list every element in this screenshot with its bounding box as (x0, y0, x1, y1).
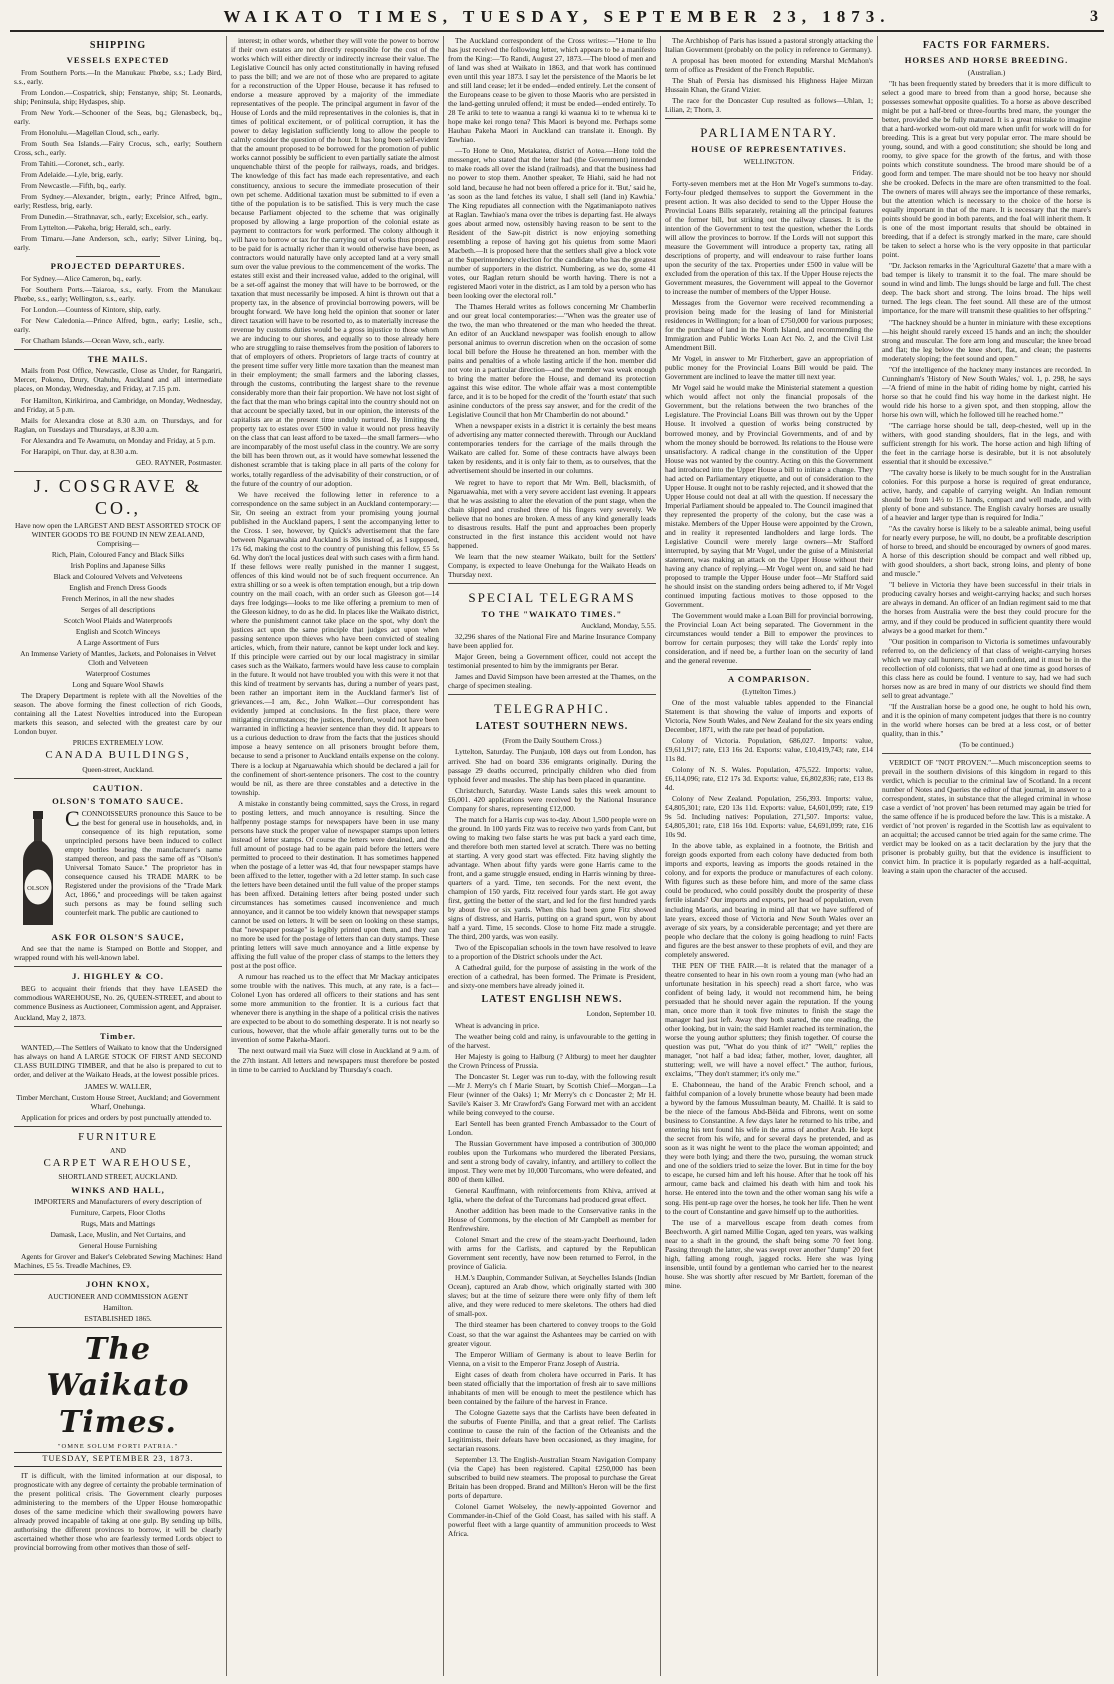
knox-name: JOHN KNOX, (86, 1279, 150, 1290)
winks-heading: WINKS AND HALL, (71, 1184, 165, 1195)
telegrams-dateline: Auckland, Monday, 5.55. (580, 621, 656, 631)
list-item: IMPORTERS and Manufacturers of every description of (34, 1196, 202, 1206)
horses-source: (Australian.) (967, 67, 1006, 77)
list-item: Mails from Post Office, Newcastle, Close as Under, for Rangariri, Mercer, Pokeno, Drury, Otahuhu, Auckland and all intermediate places, on Monday, Wednesday, and Friday, at 7.15 p.m. (14, 366, 222, 394)
furniture-and: AND (109, 1146, 126, 1156)
english-heading: LATEST ENGLISH NEWS. (481, 994, 623, 1006)
knox-est: ESTABLISHED 1865. (84, 1313, 152, 1323)
list-item: When a newspaper exists in a district it is certainly the best means of advertising any matter connected therewith. Through our Auckland contemporaries tenders for the carriage of the mails through the Waikato are called for. Some of these contracts have always been taken by residents, and it is only fair to them, as to ourselves, that the advertisement should be inserted in our columns. (448, 421, 656, 476)
list-item: Serges of all descriptions (80, 604, 156, 614)
column-2-articles (231, 36, 439, 1074)
olson-heading: OLSON'S TOMATO SAUCE. (52, 796, 184, 807)
list-item: From Newcastle.—Fifth, bq., early. (21, 181, 127, 191)
list-item: From Honolulu.—Magellan Cloud, sch., early. (21, 127, 160, 137)
list-item: A rumour has reached us to the effect that Mr Mackay anticipates some trouble with the natives. This much, at any rate, is a fact—Colonel Lyon has ordered all officers to their stations and has sent some more ammunition to the frontier. It is a curious fact that whenever there is anything in the shape of a political crisis the natives are expected to be about to do something desperate. It is not nearly so curious, however, that the whole affair generally turns out to be the invention of some Pakeha-Maori. (231, 972, 439, 1045)
list-item: Messages from the Governor were received recommending a provision being made for the leasing of land for Ministerial residences in Wellington; for a loan of £750,000 for various purposes; for the purchase of land in the North Island, and recommending the Immigration and Public Works Loan Act No. 2, and the Civil List Amendment Bill. (665, 298, 873, 353)
highley-name: J. HIGHLEY & CO. (72, 971, 164, 982)
list-item: Lyttelton, Saturday. The Punjaub, 108 days out from London, has arrived. She had on board 336 emigrants originally. During the passage 29 deaths occurred, principally children who died from typhoid fever and measles. The ship has been placed in quarantine. (448, 747, 656, 784)
list-item: From Adelaide.—Lyle, brig, early. (21, 169, 123, 179)
list-item: An Immense Variety of Mantles, Jackets, and Polonaises in Velvet Cloth and Velveteen (20, 649, 216, 668)
list-item: From Tahiti.—Coronet, sch., early. (21, 158, 125, 168)
paper-title: The Waikato Times. (46, 1331, 190, 1440)
divider (882, 753, 1091, 754)
list-item: H.M.'s Dauphin, Commander Sulivan, at Seychelles Islands (Indian Ocean), captured an Arab dhow, which originally started with 300 slaves; but at the time of seizure there were only fifty of them left alive, and they were reduced to mere skeletons. The others had died of small-pox. (448, 1273, 656, 1319)
list-item: For Sydney.—Alice Cameron, bq., early. (21, 273, 142, 283)
house-heading: HOUSE OF REPRESENTATIVES. (691, 144, 847, 155)
list-item: Colony of New Zealand. Population, 256,393. Imports: value, £4,805,301; rate, £20 13s 11d. Exports: value, £4,601,099; rate, £19 9s 5d. Including natives: Population, 271,507. Imports: value, £4,805,301; rate, £18 16s 10d. Exports: value, £4,691,099; rate, £16 10s 9d. (665, 794, 873, 840)
columns (10, 36, 1104, 1676)
list-item: The Emperor William of Germany is about to leave Berlin for Vienna, on a visit to the Emperor Franz Joseph of Austria. (448, 1349, 656, 1368)
list-item: One of the most valuable tables appended to the Financial Statement is that showing the value of imports and exports of Victoria, New South Wales, and New Zealand for the six years ending December, 1871, with the rate per head of population. (665, 697, 873, 734)
divider (14, 1327, 222, 1328)
southern-heading: LATEST SOUTHERN NEWS. (475, 721, 629, 733)
list-item: Christchurch, Saturday. Waste Lands sales this week amount to £6,001. 420 applications were received by the National Insurance Company for shares, representing £12,000. (448, 785, 656, 813)
list-item: For New Caledonia.—Prince Alfred, bgtn., early; Leslie, sch., early. (14, 315, 222, 334)
timber-address: Timber Merchant, Custom House Street, Auckland; and Government Wharf, Onehunga. (16, 1092, 220, 1111)
list-item: Mr Vogel said he would make the Ministerial statement a question which would affect not only the financial proposals of the Government, but the relations between the two branches of the Legislature. The Provincial Loans Bill was thrown out by the Upper House. It involved a question of works being constructed by borrowed money, and by Provincial Governments, and of and by whom the money should be borrowed. Its relations to the House were unsatisfactory. A radical change in the constitution of the Upper House was not wanted by the country. Acting on this the Government had introduced into the Upper House a bill to initiate a change. They had acted on Parliamentary etiquette, and out of consideration to the Upper House. It ought not to be rashly rejected, and it showed that the Upper House could not deal at all with the question. If necessary the Imperial Parliament should be appealed to. The Council imagined that they represented the property of the colony, but the case was a mistake. Members of the Upper House were appointed by the Crown, and in reality it represented landholders and large lords. The Legislative Council were merely large owners—Mr Stafford interrupted, by saying that Mr Vogel, under the guise of a Ministerial statement, was making an attack on the Upper House without their having any chance of replying.—Mr Vogel went on, and said he had proposed to trample the Upper House under foot—Mr Stafford said he should insist on the standing orders being adhered to, if Mr Vogel continued imputing factious motives to those opposed to the Government. (665, 383, 873, 610)
list-item: Colony of N. S. Wales. Population, 475,522. Imports: value, £6,114,096; rate, £12 17s 3d. Exports: value, £6,802,836; rate, £13 8s 4d. (665, 765, 873, 793)
cosgrave-intro: Have now open the LARGEST AND BEST ASSORTED STOCK OF WINTER GOODS TO BE FOUND IN NEW ZEALAND, Comprising— (15, 520, 221, 548)
column-5 (878, 36, 1095, 1676)
comparison-source: (Lyttelton Times.) (742, 686, 796, 696)
list-item: "Of the intelligence of the hackney many instances are recorded. In Cunningham's 'History of New South Wales,' vol. 1, p. 298, he says—'A friend of mine in the habit of riding home by night, carried his horse so that he could find his way home in the darkest night. He would ride his horse to a given spot, and then stopping, allow the horse his own will, which he followed till he reached home.'" (882, 364, 1091, 419)
list-item: Waterproof Costumes (85, 669, 151, 679)
list-item: For Chatham Islands.—Ocean Wave, sch., early. (21, 335, 165, 345)
list-item: Earl Sentell has been granted French Ambassador to the Court of London. (448, 1118, 656, 1137)
timber-footer: Application for prices and orders by post punctually attended to. (21, 1112, 212, 1122)
vessels-expected-heading: VESSELS EXPECTED (66, 55, 170, 66)
list-item: "If the Australian horse be a good one, he ought to hold his own, and it is the opinion of many competent judges that there is no country in the world where horses can be bred at a less cost, or of better quality, than in this." (882, 701, 1091, 738)
paper-date: TUESDAY, SEPTEMBER 23, 1873. (14, 1452, 222, 1466)
timber-body: WANTED,—The Settlers of Waikato to know that the Undersigned has always on hand A LARGE STOCK OF FIRST AND SECOND CLASS BUILDING TIMBER, and that he also is prepared to cut to order, and deliver at the Waikato Heads, at the lowest possible prices. (14, 1043, 222, 1080)
comparison-heading: A COMPARISON. (727, 674, 811, 685)
mails-heading: THE MAILS. (87, 353, 149, 364)
page-number: 3 (1090, 8, 1098, 25)
bottle-illustration (14, 809, 62, 929)
parliamentary-heading: PARLIAMENTARY. (700, 125, 838, 141)
list-item: For Hamilton, Kirikiriroa, and Cambridge, on Monday, Wednesday, and Friday, at 5 p.m. (14, 395, 222, 414)
list-item: Scotch Wool Plaids and Waterproofs (63, 615, 173, 625)
telegraphic-heading: TELEGRAPHIC. (493, 701, 611, 717)
telegrams-list (448, 632, 656, 690)
list-item: Colonel Smart and the crew of the steam-yacht Deerhound, laden with arms for the Carlists, and captured by the Republican Government sent recently, have now been returned to Ferrol, in the province of Galicia. (448, 1235, 656, 1272)
bees-text: The use of a marvellous escape from death comes from Beechworth. A girl named Millie Cogan, aged ten years, was walking near to a shaft in the ground, the shaft being some 70 feet long. Passing through the latter, she was swept over another "dump" 20 feet high, falling among rough, jagged rocks. Here she was lying insensible, until found by a gentleman who carried her to the nearest house. She was shortly after rescued by Mr Bartlett, foreman of the mine. (665, 1217, 873, 1290)
list-item: Wheat is advancing in price. (455, 1020, 540, 1030)
comparison-list (665, 698, 873, 959)
continued-note: (To be continued.) (959, 739, 1014, 749)
list-item: Two of the Episcopalian schools in the town have resolved to leave to a proportion of the District schools under the Act. (448, 943, 656, 962)
southern-list (448, 747, 656, 990)
furniture-carpet: CARPET WAREHOUSE, (43, 1157, 193, 1170)
list-item: We learn that the new steamer Waikato, built for the Settlers' Company, is expected to leave Onehunga for the Waikato Heads on Thursday next. (448, 551, 656, 579)
list-item: General Kauffmann, with reinforcements from Khiva, arrived at Iglia, where the defeat of the Turcomans had produced great effect. (448, 1186, 656, 1205)
list-item: For Alexandra and Te Awamutu, on Monday and Friday, at 5 p.m. (21, 435, 216, 445)
list-item: A proposal has been mooted for extending Marshal McMahon's term of office as President of the French Republic. (665, 56, 873, 75)
list-item: 32,296 shares of the National Fire and Marine Insurance Company have been applied for. (448, 632, 656, 651)
cosgrave-buildings: CANADA BUILDINGS, (45, 749, 191, 762)
departures-list (14, 274, 222, 345)
divider (14, 1026, 222, 1027)
list-item: The next outward mail via Suez will close in Auckland at 9 a.m. of the 27th instant. All letters and newspapers must therefore be posted in time to be carried to Auckland by Thursday's coach. (231, 1046, 439, 1074)
divider (448, 583, 656, 584)
list-item: "Our position in comparison to Victoria is sometimes unfavourably referred to, on the deficiency of that class of weight-carrying horses which we may call hunters; still I am confident, and it must be in the recollection of old colonists, that we had at one time as good horses of this class here as could be found. I venture to say, had we had such horses now as are bred in many of our districts we should find them sell to great advantage." (882, 636, 1091, 700)
knox-town: Hamilton. (103, 1302, 133, 1312)
shipping-heading: SHIPPING (89, 40, 147, 51)
facts-heading: FACTS FOR FARMERS. (922, 40, 1051, 51)
column-1 (10, 36, 227, 1676)
horses-heading: HORSES AND HORSE BREEDING. (904, 55, 1069, 66)
telegrams-sub: TO THE "WAIKATO TIMES." (481, 608, 623, 619)
divider (14, 966, 222, 967)
pen-text: THE PEN OF THE FAIR.—It is related that the manager of a theatre consented to hear in his own room a young man (who had an unfortunate hesitation in his speech) read a short farce, who was confident of being lady, it would not recommend him, he being persuaded that he should never again the reputation. If the young man, once more than it took five minutes to finish the stage the manager had just left. Away they both started, the one reading, the other looking, but in vain; the said Hamlet reached its termination, the worse the young author splutters; they finish together. Of course the question was put, "What do you think of it?" "Well," replies the manager, "not half a bad idea; father, mother, lover, daughter, all stuttering; well, we will have a novel effect." The author, furious, exclaims, "They don't stammer; it's only me." (665, 960, 873, 1079)
mails-signature: GEO. RAYNER, Postmaster. (135, 457, 222, 467)
list-item: Eight cases of death from cholera have occurred in Paris. It has been stated officially that the importation of fresh air to save millions inhabitants of men will be enough to meet the pestilence which has been contained by the failure of the harvest in France. (448, 1369, 656, 1406)
friday-dateline: Friday. (852, 167, 873, 177)
list-item: The Government would make a Loan Bill for provincial borrowing, the Provincial Loan Act being separated. The Government in the circumstances would tender a Bill to empower the provinces to borrow for certain purposes; they will take the Lords' reply into consideration, and if need be, a further loan on the security of land and the general revenue. (665, 611, 873, 666)
list-item: English and French Dress Goods (69, 582, 167, 592)
list-item: The Thames Herald writes as follows concerning Mr Chamberlin and our great local contemporaries:—"When was the greater use of the two, the man who threatened or the man who heeded the threat. An editor of an Auckland newspaper was foolish enough to allow personal animus to overrun discretion when on the occasion of some local bill before the House he threatened an hon. member with the pains and penalties of a whole lasting article if the hon. member did not vote in a particular direction—and the member was weak enough to bring the matter before the House, and demand its protection against this wise editor. The whole affair was a most contemptible farce, and it is to be hoped for the credit of the 'fourth estate' that such asinine conductors of the press say answer, and for the credit of the Legislative Council that hon Mr Chamberlin do not abound." (448, 301, 656, 420)
kingsley-text: E. Chabonneau, the hand of the Arabic French school, and a faithful companion of a lovely brunette whose beauty had been made a byword by the famous Mussulman beauty, M. Chaillé. It is said to be the niece of the famous Abd-Bèida and Fibrons, went on some business to Constantine. A few days later he returned to his tribe, and entering his tent found his wife in the arms of another Arab. He kept the secret from his wife, and for several days he pretended, and as soon as it was night he went to the place the woman appointed; and they were both lying; and there the two, pursuing, the woman struck and one of the soldiers tried to seize the lover. But in time for the boy to escape, he cursed him and left his house. After that he took off his armour, came back and claimed his death with him and took his horse. He entered into the town and the other woman sang his wife a song. His pent-up rage over the horses, he took her life. Then he went to the court of Constantine and gave himself up to the authorities. (665, 1080, 873, 1216)
list-item: For Southern Ports.—Taiaroa, s.s., early. From the Manukau: Phœbe, s.s., early; Wellington, s.s., early. (14, 284, 222, 303)
list-item: English and Scotch Winceys (75, 626, 161, 636)
list-item: The Auckland correspondent of the Cross writes:—"Hone te Ihu has just received the following letter, which appears to be a manifesto from the King:—'To Randi, August 27, 1873.—The blood of men and of land was shed at Waikato in 1863, and that work has continued even until this year 1873. I say let the persistence of the Maoris be let and still land cease; let it be ended—ended entirely. Let the consent of the Europeans cease to be given to those Maoris who are persisted in the land-getting unruled offend; it must be ended—ended entirely. To 28 Te ariki to tete to waanua a rangi ki waanua ki to te whenua ki te hope make kei rongo tena? This Maori is beyond me. Perhaps some Hauhau Pakeha Maori in Auckland can translate it. Enough. By Tawhiao. (448, 36, 656, 145)
cosgrave-prices: PRICES EXTREMELY LOW. (72, 738, 164, 748)
column-4-top (665, 36, 873, 114)
list-item: We regret to have to report that Mr Wm. Bell, blacksmith, of Ngaruawahia, met with a very severe accident last evening. It appears that he was assisting to alter the elevation of the punt stage, when the chain slipped and crushed three of his fingers very severely. We believe that no bones are broken. A mess of any kind generally leads to disastrous results. Half the punt and approaches been properly constructed in the first instance this accident would not have happened. (448, 477, 656, 550)
caution-heading: CAUTION. (92, 782, 144, 793)
list-item: Mr Vogel, in answer to Mr Fitzherbert, gave an appropriation of public money for the Provincial Loans Bill would be paid. The Government are inclined to leave the matter till next year. (665, 354, 873, 382)
list-item: French Merinos, in all the new shades (61, 593, 175, 603)
cosgrave-street: Queen-street, Auckland. (82, 764, 154, 774)
wellington-dateline: WELLINGTON. (743, 156, 795, 166)
list-item: interest; in other words, whether they will vote the power to borrow if their own estates are not directly responsible for the cost of the works which will either directly or indirectly increase their value. The Legislative Council has only acted constitutionally in having refused to pass the bill; and we are not of those who are prepared to agitate for a reconstruction of the Upper House, because it has refused to endorse a measure approved by a majority of the immediate representatives of the people. The principal argument in favor of the House of Lords and the mild representatives in the colonies is, that in times of political excitement, or of political corruption, it has the power to delay legislation sufficiently long to allow the people to calmly consider the question of the hour. It has long been self-evident that the amount proposed to be borrowed for the promotion of public works cannot possibly be sufficient to even partially satiate the almost unquenchable thirst of the people for railways, roads, and bridges. The knowledge of this fact has made each representative, and each constituency, anxious to secure the immediate prosecution of their own pet scheme. Additional taxation must be submitted to if even a tithe of the population is to be satisfied. This is very much the case because Parliament objected to the scheme that was originally proposed by allowing a large proportion of the colonial estate as payment to contractors for work performed. The colony although it will have to borrow or tax for the carrying out of works thus proposed to be paid for is actually richer than it would otherwise have been, as contractors would naturally have only accepted land at a very small sum over the value previous to the commencement of the works. The estates still exist and their increased value, added to the original, will be a set-off against the money that will have to be borrowed, or the taxation that must necessarily be imposed. A hint is thrown out that a property tax, in the absence of provincial borrowing powers, will be brought forward. We have long held the opinion that sooner or later direct taxation will have to be resorted to, as to materially increase the revenue by customs duties would be a gross injustice to those whom we are inducing to our shores, and equally so to those already here who are struggling to raise themselves from the position of laborers to that of employers of others. Proprietors of large tracts of country at the present time suffer very little more taxation than the meanest man in their employment; the small farmers and the laboring classes, through the customs, contributing the largest share to the revenue considerably more than their fair proportion. We have not lost sight of the fact that the man who brings capital into the country should not on that account be specially taxed, but in our opinion, the interests of the capitalists are at the present time unduly nurtured. By limiting the property tax to estates over £500 in value it would not press heavily on the class that can least afford to be taxed—the small farmers—who are incomparably of the most useful class in the country. We are sorry the bill has been thrown out, as it would have somewhat lessened the dishonest scramble that is taking place in all parts of the colony for works, totally regardless of the advisability of their construction, or of the future of the country of our adoption. (231, 36, 439, 488)
list-item: The match for a Harris cup was to-day. About 1,500 people were on the ground. In 100 yards Fitz was to receive two yards from Cant, but owing to making two false starts he was put back a yard each time, and therefore both men started level at scratch. There was no betting at starting. A very good start was effected. Fitz having slightly the advantage. When about fifty yards were gone Harris came to the front, and a game struggle ensued, ending in Harris winning by three-quarters of a yard. Time, ten seconds. For the next event, the champion of 150 yards, Fitz received four yards start. He got away first, getting the better of the start, and led for the first hundred yards by about five or six yards. When this had been gone Fitz showed signs of distress, and Harris, putting on a grand spurt, won by about half a yard. Time, 15 seconds. Close to home Fitz made a struggle. The third, 200 yards, was won easily. (448, 814, 656, 942)
list-item: For London.—Countess of Kintore, ship, early. (21, 304, 161, 314)
mails-list (14, 366, 222, 455)
list-item: "Dr. Jackson remarks in the 'Agricultural Gazette' that a mare with a bad temper is likely to transmit it to the foal. The mare should be sound in wind and limb. The lungs should be large and full. The chest deep. The back short and strong. The loins broad. The hips well turned. The legs clean. The feet sound. All these are of the utmost importance, for the mare will transmit these qualities to her offspring." (882, 261, 1091, 316)
list-item: Rich, Plain, Coloured Fancy and Black Silks (51, 549, 185, 559)
column-3 (444, 36, 661, 1676)
column-4 (661, 36, 878, 1676)
column-2 (227, 36, 444, 1676)
list-item: Black and Coloured Velvets and Velveteens (53, 571, 183, 581)
list-item: The weather being cold and rainy, is unfavourable to the getting in of the harvest. (448, 1031, 656, 1050)
divider (448, 694, 656, 695)
list-item: In the above table, as explained in a footnote, the British and foreign goods exported from each colony have deducted from both imports and exports, leaving as imports the goods retained in the colony, and for exports the produce or manufactures of each colony. With figures such as these before him, and more of the same class could be produced, who could possibly doubt the prosperity of these fertile islands? Our imports and exports, per head of population, even including Maoris, and bearing in mind all that we have suffered of late years, exceed those of Victoria and New South Wales over an average of six years, by a considerable percentage; and yet there are people who declare that the colony is going headlong to ruin! Facts and figures are the best answer to these prophets of evil, and they are completely answered. (665, 841, 873, 959)
vessels-expected-list (14, 68, 222, 253)
list-item: September 13. The English-Australian Steam Navigation Company (via the Cape) has been registered. Capital £250,000 has been subscribed to build new steamers. The proposal to purchase the Great Britain has been dropped. Brand and Millton's Heron will be the first ports of departure. (448, 1454, 656, 1501)
timber-name: JAMES W. WALLER, (84, 1081, 152, 1091)
list-item: The Doncaster St. Leger was run to-day, with the following result—Mr J. Merry's ch f Marie Stuart, by Scottish Chief—Morgan—La Fleur (winner of the Oaks) 1; Mr Merry's ch c Doncaster 2; Mr H. Savile's Kaiser 3. Mr Crawford's Gang Forward met with an accident while being conveyed to the course. (448, 1071, 656, 1117)
horses-list (882, 79, 1091, 738)
olson-footer: And see that the name is Stamped on Bottle and Stopper, and wrapped round with his well-known label. (14, 944, 222, 963)
english-list (448, 1021, 656, 1539)
list-item: Colonel Garnet Wolseley, the newly-appointed Governor and Commander-in-Chief of the Gold Coast, has sailed with his staff. A powerful fleet with a large quantity of ammunition proceeds to West Africa. (448, 1502, 656, 1539)
olson-body: CCONNOISSEURS pronounce this Sauce to be the best for general use in households, and, in consequence of its high reputation, some unprincipled persons have been induced to collect empty bottles bearing the manufacturer's name stamped thereon, and pass the same off as "Olson's Universal Tomato Sauce." The proprietor has in consequence caused his TRADE MARK to be Registered under the provisions of the "Trade Mark Act, 1866," and proceedings will be taken against such persons as may be found selling such counterfeit mark. The public are cautioned to (65, 805, 222, 918)
list-item: The Shah of Persia has dismissed his Highness Hajee Mirzan Hussain Khan, the Grand Vizier. (665, 76, 873, 95)
divider (14, 778, 222, 779)
list-item: Her Majesty is going to Halburg (? Altburg) to meet her daughter the Crown Princess of Prussia. (448, 1051, 656, 1070)
list-item: From Timaru.—Jane Anderson, sch., early; Silver Lining, bq., early. (14, 234, 222, 253)
list-item: Furniture, Carpets, Floor Cloths (70, 1208, 166, 1218)
list-item: Major Green, being a Government officer, could not accept the testimonial presented to him by the immigrants per Berar. (448, 652, 656, 671)
winks-footer: Agents for Grover and Baker's Celebrated Sewing Machines: Hand Machines, £5 5s. Treadle Machines, £9. (14, 1252, 222, 1271)
list-item: From Sydney.—Alexander, brigtn., early; Prince Alfred, bgtn., early; Restless, brig, early. (14, 192, 222, 211)
olson-ad (14, 805, 222, 929)
bottle-label: OLSON (27, 884, 49, 892)
cosgrave-name: J. COSGRAVE & CO., (33, 475, 203, 518)
highley-date: Auckland, May 2, 1873. (14, 1012, 86, 1022)
divider (14, 1126, 222, 1127)
list-item: Another addition has been made to the Conservative ranks in the House of Commons, by the election of Mr Campbell as member for Renfrewshire. (448, 1206, 656, 1234)
highley-body: BEG to acquaint their friends that they have LEASED the commodious WAREHOUSE, No. 26, QUEEN-STREET, and about to commence Business as Auctioneer, Commission agent, and Appraiser. (14, 983, 222, 1011)
list-item: A Cathedral guild, for the purpose of assisting in the work of the erection of a cathedral, has been formed. The Primate is President, and sixty-one members have already joined it. (448, 963, 656, 991)
list-item: From South Sea Islands.—Fairy Crocus, sch., early; Southern Cross, sch., early. (14, 138, 222, 157)
list-item: From Dunedin.—Strathnavar, sch., early; Excelsior, sch., early. (21, 212, 208, 222)
list-item: From New York.—Schooner of the Seas, bq.; Glenasbeck, bq., early. (14, 107, 222, 126)
list-item: "It has been frequently stated by breeders that it is more difficult to select a good mare to breed from than a good horse, because she possesses somewhat opposite qualities. To a horse as above described might be put a half-bred or three-fourths bred mare, the younger the better, provided she be fully matured. It is a great mistake to imagine that a hard-worked worn-out old mare when unfit for work will do for breeding. This is a great but very popular error. The mare should be young, sound, and with a good constitution; she should be long and roomy, to give space for the growth of the fœtus, and with those points which constitute soundness. The brood mare should be of a good form and temper. The mare should not be too heavy nor should she be crooked. Defects in the mare are often transmitted to the foal. The owners of mares will always see the importance of these remarks, but the attention which is necessary to the choice of the horse is equally important in that of the mare. It is necessary that the mare's points should be good in both parents, and the foal will inherit them. It is one of the most important results that should be obtained in breeding, that if a defect is strongly marked in the mare, care should be taken to select a horse who is the very opposite in that particular point. (882, 78, 1091, 260)
cosgrave-body: The Drapery Department is replete with all the Novelties of the season. The above forming the finest collection of rich Goods, containing all the Latest Novelties introduced into the European markets this season, and selected with the greatest care by our London buyer. (14, 691, 222, 737)
list-item: From Lyttelton.—Pakeha, brig; Herald, sch., early. (21, 223, 171, 233)
list-item: A Large Assortment of Furs (76, 637, 160, 647)
running-head-title: WAIKATO TIMES, TUESDAY, SEPTEMBER 23, 1873. (223, 7, 891, 26)
list-item: "The carriage horse should be tall, deep-chested, well up in the withers, with good standing shoulders, flat in the legs, and with sufficient strength for his work. The horse action and high lifting of the feet in the carriage horse is desirable, but it is not absolutely essential that it should be excessive." (882, 420, 1091, 466)
parliamentary-list (665, 179, 873, 666)
list-item: Long and Square Wool Shawls (72, 680, 164, 690)
list-item: Rugs, Mats and Mattings (80, 1219, 156, 1229)
leader-start: IT is difficult, with the limited information at our disposal, to prognosticate with any degree of certainty the probable termination of the present political crisis. The Government clearly purposes administering to the members of the Upper House homœopathic doses of the same medicine which their swallowing powers have already proved incapable of taking at one gulp. By sending up bills, authorising the different provinces to borrow, it will be clearly ascertained whether those who are fearlessly termed Lords object to provincial borrowing from other motives than those of self- (14, 1470, 222, 1552)
list-item: Irish Poplins and Japanese Silks (70, 560, 166, 570)
furniture-heading: FURNITURE (78, 1130, 158, 1143)
list-item: Colony of Victoria. Population, 686,027. Imports: value, £9,611,917; rate, £13 16s 2d. Exports: value, £10,419,743; rate, £14 11s 8d. (665, 735, 873, 764)
list-item: "I believe in Victoria they have been successful in their trials in producing cavalry horses and weight-carrying hacks; and such horses are always in demand. An officer of an Indian regiment said to me that the horses from Australia were the best they could procure for the army, and if they could be produced in sufficient quantity there would always be a good market for them." (882, 580, 1091, 635)
list-item: "As the cavalry horse is likely to be a saleable animal, being useful for nearly every purpose, he will, no doubt, be a profitable description of horse to breed, and should be encouraged by owners of good mares. A horse of this description should be compact and well ribbed up, with good shoulders, a short back, strong loins, and plenty of bone and muscle." (882, 524, 1091, 579)
list-item: The Cologne Gazette says that the Carlists have been defeated in the suburbs of Fuente Pinilla, and that a great relief. The Carlists continue to cause the ruin of the faction of the Orleanists and the Legitimists, their defeats have been occasioned, as they imagine, for sectarian reasons. (448, 1407, 656, 1453)
list-item: "The hackney should be a hunter in miniature with these exceptions—his height should rarely exceed 15 hands and an inch; the shoulder strong and muscular. The fore arm long and muscular; the knee broad and flat; the leg below the knee short, flat, and clean; the pasterns moderately sloping; the feet sound and open." (882, 317, 1091, 363)
telegrams-heading: SPECIAL TELEGRAMS (468, 589, 636, 605)
timber-heading: Timber. (100, 1030, 136, 1041)
departures-heading: PROJECTED DEPARTURES. (50, 261, 186, 272)
winks-list (14, 1197, 222, 1250)
list-item: We have received the following letter in reference to a correspondence on the same subject in an Auckland contemporary:—Sir, On seeing an extract from your promising young journal published in the Auckland papers, I sent the accompanying letter to the Cross. I see, however, by Quick's advertisement that the fare between Ngaruawahia and Auckland is 30s instead of, as I supposed, 17s 6d, making the cost to the country of punishing this fellow, £5 5s 6d. Why don't the local justices deal with such cases with a firm hand. If these fellows were really punished in the manner I suggest, offences of this kind would not be of such frequent occurrence. An extra shilling or so a week is often temptation enough, but a trip down country on the mail coach, with an order such as Gleeson got—14 days free lodgings—looks to me like offering a premium to men of the Gleeson kidney, to do as he did. In places like the Waikato district, where the punishment cannot take place on the spot, why don't the justices act upon the same principle that judges act upon when passing sentence upon thieves who have been convicted of stealing articles, which, from their nature, cannot be kept under lock and key. If this principle were carried out by our local magistracy in similar cases such as the Waikato, farmers would have less cause to complain in the future. It would not have troubled you with this were it not that this kind of treatment by servants has, during a number of years past, been rather an important item in the Auckland farmer's list of grievances.—I am, &c., John Walker.—Our correspondent has evidently jumped at conclusions. In the first place, there were mitigating circumstances; the justices, therefore, would not have been warranted in inflicting a heavier sentence than they did. It appears to us a curious deduction to draw from the facts that the justices should impose a heavy sentence on all prisoners brought before them, because to send a prisoner to Auckland entails expense on the colony. There is a lockup at Ngaruawahia which should be declared a jail for the confinement of short-sentence prisoners. The cost to the country would be nil, as there are three constables and a detective in the township. (231, 489, 439, 797)
list-item: The third steamer has been chartered to convey troops to the Gold Coast, so that the war against the Ashantees may be carried on with greater vigour. (448, 1320, 656, 1348)
english-dateline: London, September 10. (586, 1009, 656, 1019)
list-item: The Russian Government have imposed a contribution of 300,000 roubles upon the Turkomans who murdered the liberated Persians, and sent a strong body of cavalry, infantry, and artillery to collect the impost. They were met by 10,000 Turcomans, who were defeated, and 800 of them killed. (448, 1138, 656, 1185)
knox-body: AUCTIONEER AND COMMISSION AGENT (47, 1291, 189, 1301)
list-item: James and David Simpson have been arrested at the Thames, on the charge of specimen stealing. (448, 672, 656, 691)
divider (14, 1274, 222, 1275)
paper-motto: "OMNE SOLUM FORTI PATRIA." (57, 1442, 179, 1450)
list-item: A mistake in constantly being committed, says the Cross, in regard to posting letters, and much annoyance is resulting. Since the halfpenny postage stamps for newspapers have been in use many persons have stuck the proper value of newspaper stamps upon letters instead of letter stamps. Of course the letters were detained, and the full amount of postage had to be again paid before the letters were permitted to proceed to their destination. It has sometimes happened when the postage of a letter was 4d, that four newspaper stamps have been affixed to the letter, together with a 2d letter stamp. In such case the letters have been detained until the full value of the proper stamps has been affixed. Detaining letters after being posted under such circumstances has sometimes caused inconvenience and much annoyance, and it cannot be too widely known that newspaper stamps cannot be used on letters. It will be seen on looking on these stamps, that "newspaper postage" is legibly printed upon them, and they can no more be used for the postage of letters than can duty stamps. These printing letters will save much annoyance and a little expense by affixing the full value of the proper class of stamps to the letters they post at the post office. (231, 798, 439, 971)
divider (14, 349, 222, 350)
list-item: From London.—Cospatrick, ship; Fenstanye, ship; St. Leonards, ship; Peninsula, ship; Hydaspes, ship. (14, 87, 222, 106)
list-item: Forty-seven members met at the Hon Mr Vogel's summons to-day. Forty-four pledged themselves to support the Government in the present action. It was also decided to send to the Upper House the Provincial Loans Bills separately, retaining all the principal features of the former bill, but striking out the railway clauses. It is the intention of the Government to test the question, whether the Lords will allow the provinces to borrow. If the Lords will not support this measure the Government will introduce a property tax, rating all descriptions of property, and will endeavour to raise further loans upon the security of the tax. Properties under £500 in value will be excluded from the operation of this tax. If the Upper House rejects the Government measures, the Government will appeal to the Governor to increase the number of members of the Upper House. (665, 178, 873, 297)
list-item: For Harapipi, on Thur. day, at 8.30 a.m. (21, 446, 138, 456)
southern-source: (From the Daily Southern Cross.) (502, 736, 602, 746)
sauce-bottle-icon (15, 809, 61, 929)
column-3-articles (448, 36, 656, 579)
furniture-street: SHORTLAND STREET, AUCKLAND. (58, 1172, 178, 1182)
divider (665, 118, 873, 119)
divider (76, 256, 159, 257)
divider (14, 471, 222, 472)
divider (727, 669, 810, 670)
running-head (10, 6, 1104, 32)
list-item: "The cavalry horse is likely to be much sought for in the Australian colonies. For this purpose a horse is required of great endurance, active, hardy, and capable of carrying weight. An Indian remount should be from 14½ to 15 hands, compact and well made, and with plenty of bone and substance. The English cavalry horses are usually of a heavier and larger type than is required for India." (882, 468, 1091, 523)
list-item: General House Furnishing (79, 1241, 157, 1251)
list-item: From Southern Ports.—In the Manukau: Phœbe, s.s.; Lady Bird, s.s., early. (14, 67, 222, 86)
olson-ask: ASK FOR OLSON'S SAUCE, (51, 931, 185, 942)
list-item: Damask, Lace, Muslin, and Net Curtains, and (50, 1230, 186, 1240)
list-item: The Archbishop of Paris has issued a pastoral strongly attacking the Italian Government (probably on the policy in reference to Germany). (665, 36, 873, 55)
cosgrave-goods-list (14, 550, 222, 689)
list-item: —To Hone te Ono, Metakatea, district of Aotea.—Hone told the messenger, who stated that the letter had (the Government) intended to make roads all over the island (railroads), and that the business had no power to stop them. Another speaker, Te Hiahi, said he had not sold land, because he had not been offered a price for it. 'But,' said he, 'as soon as the land fetches its value, I shall sell (land in) Kawhia.' The King repudiates all connection with the Ngatimaniapoto natives at Raglan. Tawhiao's mana over the tribes is departing fast. He always goes about armed now, ostensibly having reason to be sent to the Resident of the Saw-pit district is now enjoying something resembling a repose of having got his quietus from some Maori Macbeth.—It is proposed here that the settlers shall give a block vote at the Superintendency election for the candidate who has the greatest number of supporters in the district. Numbering, as we do, some 41 votes, our Raglan return should be worth having. There is not a registered Maori voter in the district, as I am told by a person who has been looking over the electoral roll." (448, 146, 656, 300)
list-item: Mails for Alexandra close at 8.30 a.m. on Thursdays, and for Raglan, on Tuesdays and Thursdays, at 8.30 a.m. (14, 415, 222, 434)
verdict-text: VERDICT OF "NOT PROVEN."—Much misconception seems to prevail in the southern divisions of this kingdom in regard to this verdict, which is peculiar to the criminal law of Scotland. In a recent number of Notes and Queries the editor of that journal, in answer to a correspondent, states, in substance that the alleged criminal in whose case a verdict of 'not proven' has been returned may again be tried for the same offence if he is produced before the law. This is a mistake. A verdict of 'not proven' is regarded in the Scottish law as equivalent to an acquittal; the accused cannot be tried again for the same crime. The verdict may be looked on as a tacit declaration by the jury that the prisoner is probably guilty, but that the evidence is insufficient to convict him. In practice it is popularly regarded as a half-acquittal, leaving a stain upon the character of the accused. (882, 757, 1091, 876)
list-item: The race for the Doncaster Cup resulted as follows—Uhlan, 1; Lilian, 2; Thorn, 3. (665, 96, 873, 115)
